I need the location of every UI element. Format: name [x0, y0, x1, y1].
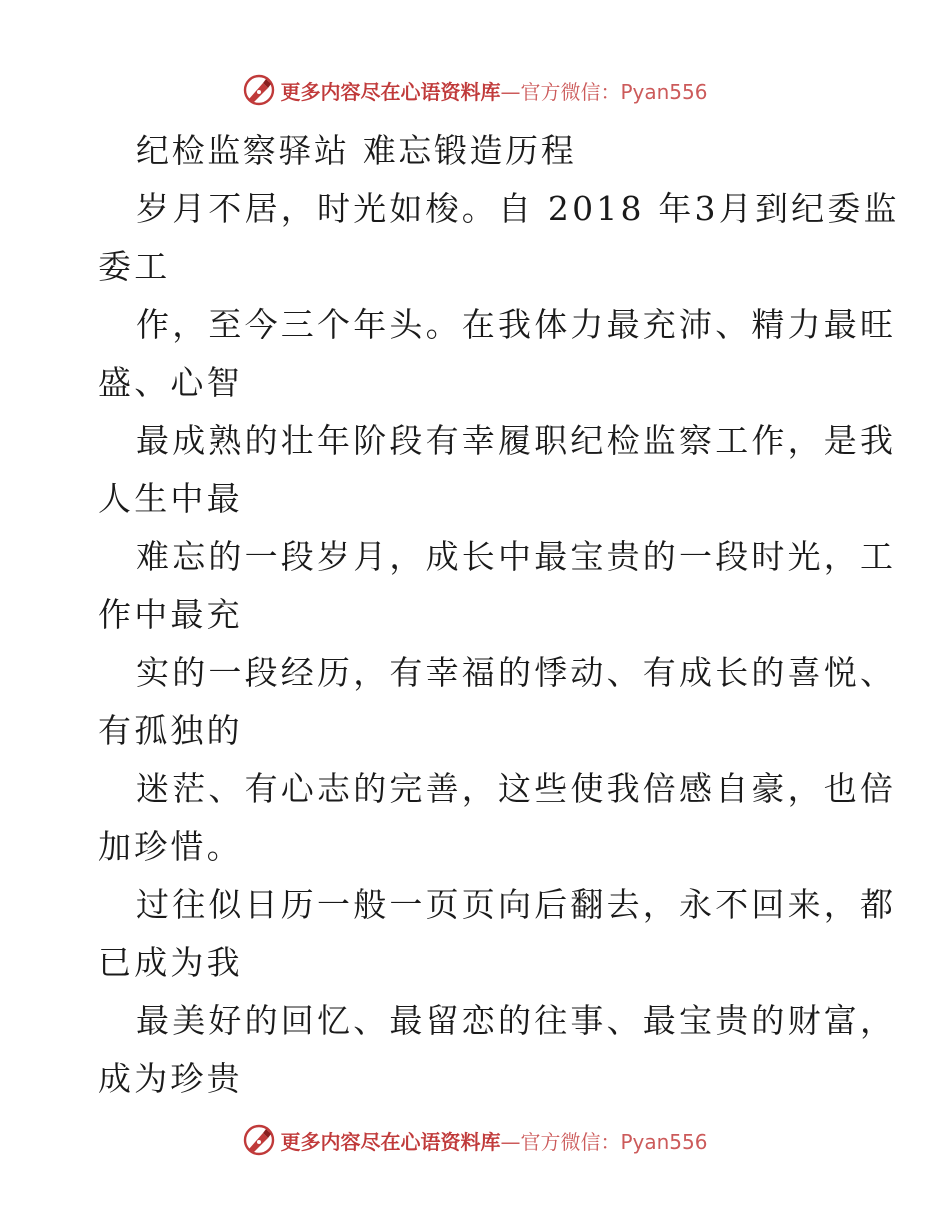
text-line: 人生中最 — [98, 479, 243, 518]
text-line: 岁月不居，时光如梭。自 2018 年3月到纪委监 — [136, 189, 900, 228]
banner-wechat: —官方微信：Pyan556 — [500, 1129, 708, 1154]
banner-text — [280, 1126, 707, 1155]
pen-nib-logo-icon — [242, 73, 276, 107]
banner-text — [280, 76, 707, 105]
header-banner — [0, 72, 950, 108]
text-line: 难忘的一段岁月，成长中最宝贵的一段时光，工 — [136, 537, 897, 576]
text-line: 作中最充 — [98, 595, 243, 634]
text-line: 迷茫、有心志的完善，这些使我倍感自豪，也倍 — [136, 769, 897, 808]
text-line: 委工 — [98, 247, 171, 286]
text-line: 作，至今三个年头。在我体力最充沛、精力最旺 — [136, 305, 897, 344]
document-body — [98, 122, 900, 1108]
text-line: 加珍惜。 — [98, 827, 243, 866]
footer-banner — [0, 1122, 950, 1158]
banner-wechat: —官方微信：Pyan556 — [500, 79, 708, 104]
text-line: 有孤独的 — [98, 711, 243, 750]
text-line: 成为珍贵 — [98, 1059, 243, 1098]
pen-nib-logo-icon — [242, 1123, 276, 1157]
text-line: 已成为我 — [98, 943, 243, 982]
document-title: 纪检监察驿站 难忘锻造历程 — [136, 131, 577, 170]
banner-site-name: 更多内容尽在心语资料库 — [280, 79, 501, 104]
banner-site-name: 更多内容尽在心语资料库 — [280, 1129, 501, 1154]
text-line: 实的一段经历，有幸福的悸动、有成长的喜悦、 — [136, 653, 897, 692]
text-line: 过往似日历一般一页页向后翻去，永不回来，都 — [136, 885, 897, 924]
text-line: 最美好的回忆、最留恋的往事、最宝贵的财富， — [136, 1001, 897, 1040]
text-line: 最成熟的壮年阶段有幸履职纪检监察工作，是我 — [136, 421, 897, 460]
text-line: 盛、心智 — [98, 363, 243, 402]
